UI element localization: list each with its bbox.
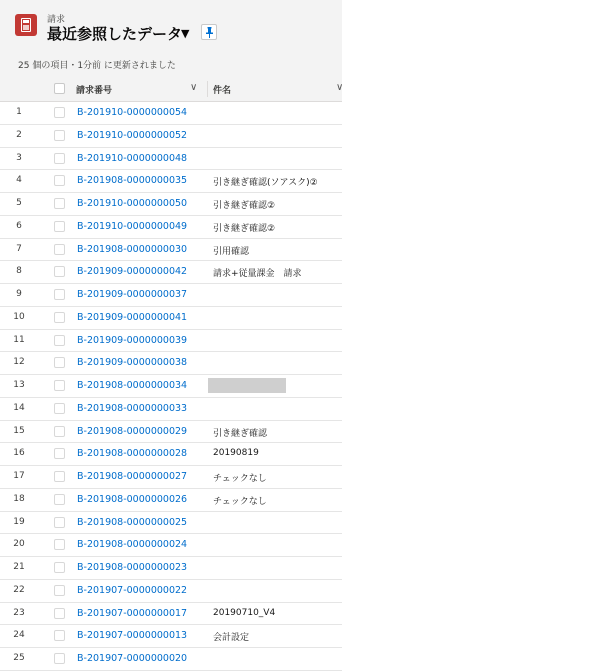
column-header-invoice-number[interactable]: 請求番号: [76, 86, 113, 96]
row-number: 2: [16, 129, 22, 140]
row-number: 21: [13, 562, 25, 572]
row-checkbox[interactable]: [54, 175, 65, 186]
invoice-number-link[interactable]: B-201908-0000000035: [77, 175, 188, 187]
row-checkbox[interactable]: [54, 585, 65, 596]
row-checkbox[interactable]: [54, 471, 65, 482]
row-number: 5: [16, 198, 22, 208]
row-checkbox[interactable]: [54, 562, 65, 573]
table-row: [0, 534, 342, 557]
row-checkbox[interactable]: [54, 426, 65, 437]
pin-button[interactable]: [201, 24, 217, 40]
subject-cell: 20190710_V4: [213, 607, 276, 618]
invoice-number-link[interactable]: B-201910-0000000048: [77, 152, 188, 164]
subject-cell: 会計設定: [213, 633, 250, 644]
row-checkbox[interactable]: [54, 653, 65, 664]
row-checkbox[interactable]: [54, 107, 65, 118]
subject-cell: 引き継ぎ確認②: [213, 201, 276, 211]
subject-cell: チェックなし: [213, 496, 267, 507]
row-number: 19: [13, 516, 25, 527]
row-checkbox[interactable]: [54, 153, 65, 164]
subject-cell: 引き継ぎ確認②: [213, 223, 276, 234]
table-row: [0, 307, 342, 330]
caret-down-icon[interactable]: ▼: [181, 27, 190, 40]
row-checkbox[interactable]: [54, 403, 65, 414]
list-view-title[interactable]: 最近参照したデータ: [47, 25, 183, 43]
table-row: [0, 125, 342, 148]
row-number: 24: [13, 630, 25, 641]
table-header: [0, 76, 342, 102]
row-number: 11: [13, 334, 25, 345]
invoice-number-link[interactable]: B-201908-0000000034: [77, 380, 188, 391]
row-number: 18: [13, 493, 25, 504]
invoice-number-link[interactable]: B-201908-0000000033: [77, 402, 188, 414]
row-number: 14: [13, 402, 25, 413]
row-checkbox[interactable]: [54, 608, 65, 619]
row-checkbox[interactable]: [54, 335, 65, 346]
chevron-down-icon[interactable]: ∨: [190, 82, 198, 93]
row-checkbox[interactable]: [54, 130, 65, 141]
invoice-number-link[interactable]: B-201909-0000000041: [77, 311, 188, 323]
list-header: [0, 0, 342, 54]
table-row: [0, 443, 342, 466]
subject-cell: チェックなし: [213, 474, 267, 484]
list-meta-text: 25 個の項目・1分前 に更新されました: [18, 61, 176, 71]
invoice-number-link[interactable]: B-201908-0000000030: [77, 243, 188, 255]
table-row: [0, 284, 342, 307]
row-number: 22: [13, 584, 25, 595]
invoice-number-link[interactable]: B-201910-0000000052: [77, 129, 188, 141]
row-number: 7: [16, 243, 22, 254]
row-number: 17: [13, 471, 25, 481]
row-checkbox[interactable]: [54, 380, 65, 391]
invoice-number-link[interactable]: B-201909-0000000038: [77, 357, 188, 369]
table-row: [0, 375, 342, 398]
object-label: 請求: [47, 15, 66, 25]
subject-cell: 引用確認: [213, 246, 250, 257]
table-row: [0, 239, 342, 262]
row-checkbox[interactable]: [54, 517, 65, 528]
row-number: 4: [16, 175, 22, 186]
table-row: [0, 398, 342, 421]
calculator-icon: [15, 14, 37, 36]
invoice-number-link[interactable]: B-201908-0000000029: [77, 425, 188, 437]
chevron-down-icon[interactable]: ∨: [336, 82, 344, 93]
redacted-subject: [208, 378, 286, 393]
row-number: 8: [16, 266, 22, 277]
row-number: 6: [16, 220, 22, 231]
table-row: [0, 466, 342, 489]
row-checkbox[interactable]: [54, 289, 65, 300]
table-row: [0, 580, 342, 603]
invoice-number-link[interactable]: B-201907-0000000017: [77, 607, 188, 619]
table-row: [0, 261, 342, 284]
row-checkbox[interactable]: [54, 244, 65, 255]
invoice-number-link[interactable]: B-201908-0000000027: [77, 471, 188, 482]
invoice-number-link[interactable]: B-201907-0000000022: [77, 584, 188, 596]
row-number: 1: [16, 107, 22, 117]
row-checkbox[interactable]: [54, 312, 65, 323]
row-checkbox[interactable]: [54, 198, 65, 209]
row-checkbox[interactable]: [54, 539, 65, 550]
invoice-number-link[interactable]: B-201907-0000000020: [77, 653, 188, 664]
subject-cell: 20190819: [213, 448, 259, 459]
invoice-number-link[interactable]: B-201907-0000000013: [77, 630, 188, 642]
table-row: [0, 421, 342, 444]
row-number: 3: [16, 152, 22, 163]
subject-cell: 引き継ぎ確認(ソアスク)②: [213, 178, 318, 189]
table-row: [0, 512, 342, 535]
invoice-number-link[interactable]: B-201910-0000000054: [77, 107, 188, 118]
table-row: [0, 193, 342, 216]
table-row: [0, 352, 342, 375]
row-number: 16: [13, 448, 25, 459]
table-row: [0, 648, 342, 671]
row-number: 15: [13, 425, 25, 436]
row-checkbox[interactable]: [54, 221, 65, 232]
row-number: 10: [13, 311, 25, 322]
invoice-number-link[interactable]: B-201908-0000000025: [77, 516, 188, 528]
table-row: [0, 557, 342, 580]
row-checkbox[interactable]: [54, 630, 65, 641]
table-body: [0, 102, 342, 671]
select-all-checkbox[interactable]: [54, 83, 65, 94]
row-number: 25: [13, 653, 25, 663]
row-number: 12: [13, 357, 25, 368]
invoice-number-link[interactable]: B-201910-0000000049: [77, 220, 188, 232]
invoice-number-link[interactable]: B-201909-0000000037: [77, 289, 188, 300]
subject-cell: 引き継ぎ確認: [213, 428, 268, 439]
table-row: [0, 216, 342, 239]
invoice-number-link[interactable]: B-201908-0000000026: [77, 493, 188, 505]
row-number: 20: [13, 539, 25, 550]
invoice-number-link[interactable]: B-201908-0000000024: [77, 539, 188, 551]
invoice-number-link[interactable]: B-201910-0000000050: [77, 198, 188, 209]
row-number: 13: [13, 380, 25, 390]
table-row: [0, 603, 342, 626]
row-checkbox[interactable]: [54, 448, 65, 459]
table-row: [0, 102, 342, 125]
table-row: [0, 148, 342, 171]
table-row: [0, 170, 342, 193]
table-row: [0, 489, 342, 512]
invoice-number-link[interactable]: B-201908-0000000028: [77, 448, 188, 460]
row-number: 9: [16, 289, 22, 299]
table-row: [0, 330, 342, 353]
row-checkbox[interactable]: [54, 357, 65, 368]
column-header-subject[interactable]: 件名: [213, 86, 232, 96]
invoice-number-link[interactable]: B-201909-0000000039: [77, 334, 188, 346]
row-checkbox[interactable]: [54, 494, 65, 505]
invoice-number-link[interactable]: B-201908-0000000023: [77, 562, 188, 573]
invoice-number-link[interactable]: B-201909-0000000042: [77, 266, 188, 278]
subject-cell: 請求+従量課金 請求: [213, 269, 302, 280]
column-divider: [207, 81, 208, 97]
pin-icon: [205, 27, 214, 38]
row-checkbox[interactable]: [54, 266, 65, 277]
row-number: 23: [13, 607, 25, 618]
table-row: [0, 625, 342, 648]
